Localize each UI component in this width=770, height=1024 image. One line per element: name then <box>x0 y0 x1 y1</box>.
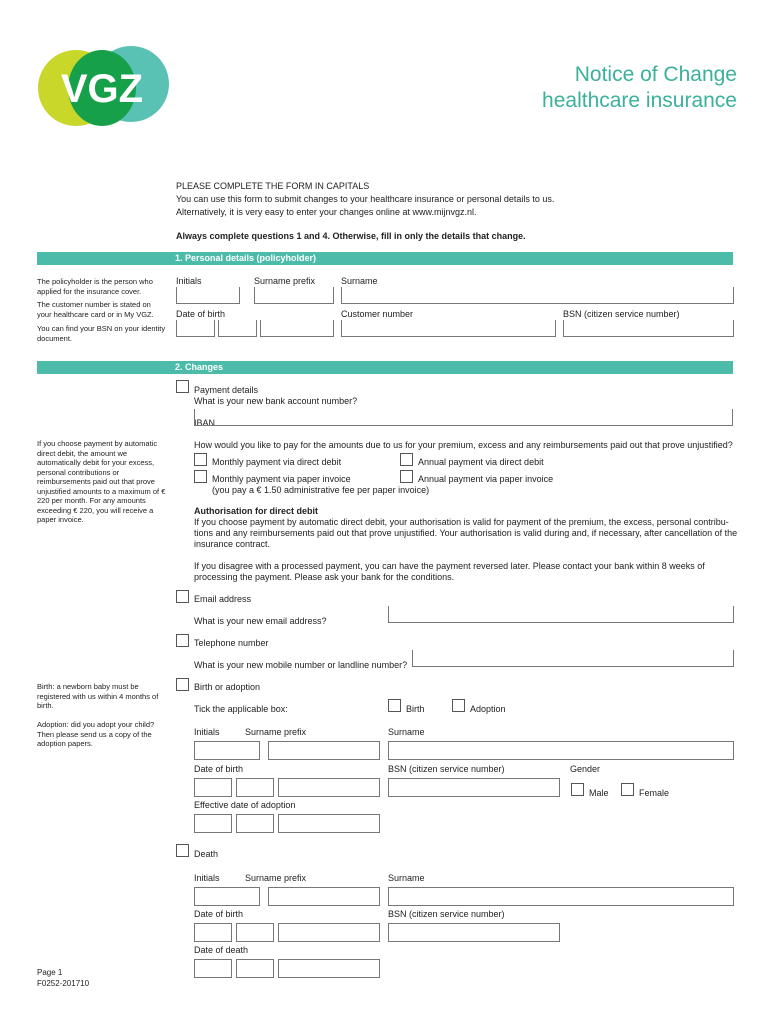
auth-title: Authorisation for direct debit <box>194 506 319 516</box>
death-label: Death <box>194 849 219 859</box>
payment-question: What is your new bank account number? <box>194 396 358 406</box>
disagree-line-1: If you disagree with a processed payment, you can have the payment reversed later. Please contact your bank within 8 weeks of <box>194 561 705 571</box>
phone-field[interactable] <box>412 650 734 667</box>
birth-checkbox[interactable] <box>388 699 401 712</box>
s1-dob-month[interactable] <box>218 320 257 337</box>
s1-initials-label: Initials <box>176 276 202 286</box>
monthly-invoice-checkbox[interactable] <box>194 470 207 483</box>
birth-prefix-label: Surname prefix <box>245 727 307 737</box>
section-1-header <box>37 252 733 265</box>
payment-checkbox[interactable] <box>176 380 189 393</box>
effective-date-label: Effective date of adoption <box>194 800 296 810</box>
female-checkbox[interactable] <box>621 783 634 796</box>
s1-bsn-field[interactable] <box>563 320 734 337</box>
title-line-2: healthcare insurance <box>542 89 737 112</box>
iban-label: IBAN <box>194 418 216 428</box>
intro-line-1: PLEASE COMPLETE THE FORM IN CAPITALS <box>176 181 370 191</box>
s1-customer-field[interactable] <box>341 320 556 337</box>
payment-how: How would you like to pay for the amounts due to us for your premium, excess and any reimbursements paid out that prove unjustified? <box>194 440 733 450</box>
intro-line-3: Alternatively, it is very easy to enter your changes online at www.mijnvgz.nl. <box>176 207 477 217</box>
payment-side-note: If you choose payment by automatic direct debit, the amount we automatically debit for your excess, personal contributions or reimbursements paid out that prove unjustified amounts to a maximum of € 220 per month. For any amounts exceeding € 220, you will receive a paper invoice. <box>37 439 166 524</box>
intro-bold: Always complete questions 1 and 4. Otherwise, fill in only the details that change. <box>176 231 526 241</box>
phone-label: Telephone number <box>194 638 269 648</box>
intro-line-2: You can use this form to submit changes to your healthcare insurance or personal details to us. <box>176 194 555 204</box>
email-checkbox[interactable] <box>176 590 189 603</box>
birth-adoption-label: Birth or adoption <box>194 682 261 692</box>
s1-customer-label: Customer number <box>341 309 414 319</box>
death-initials-field[interactable] <box>194 887 260 906</box>
s1-initials-field[interactable] <box>176 287 240 304</box>
death-surname-label: Surname <box>388 873 425 883</box>
s1-bsn-label: BSN (citizen service number) <box>563 309 680 319</box>
monthly-debit-label: Monthly payment via direct debit <box>212 457 342 467</box>
section-1-title: 1. Personal details (policyholder) <box>175 253 317 263</box>
birth-dob-label: Date of birth <box>194 764 244 774</box>
gender-label: Gender <box>570 764 601 774</box>
birth-dob-day[interactable] <box>194 778 232 797</box>
death-prefix-label: Surname prefix <box>245 873 307 883</box>
s1-dob-day[interactable] <box>176 320 215 337</box>
page-number: Page 1 <box>37 968 63 977</box>
s1-surname-field[interactable] <box>341 287 734 304</box>
form-code: F0252-201710 <box>37 979 90 988</box>
disagree-line-2: processing the payment. Please ask your bank for the conditions. <box>194 572 455 582</box>
effective-month[interactable] <box>236 814 274 833</box>
female-label: Female <box>639 788 670 798</box>
death-prefix-field[interactable] <box>268 887 380 906</box>
logo-text: VGZ <box>60 67 144 111</box>
birth-prefix-field[interactable] <box>268 741 380 760</box>
s1-dob-label: Date of birth <box>176 309 226 319</box>
male-checkbox[interactable] <box>571 783 584 796</box>
adoption-side-note: Adoption: did you adopt your child? Then please send us a copy of the adoption papers. <box>37 720 155 748</box>
adoption-checkbox[interactable] <box>452 699 465 712</box>
phone-checkbox[interactable] <box>176 634 189 647</box>
iban-field[interactable] <box>194 409 733 426</box>
death-dob-month[interactable] <box>236 923 274 942</box>
email-label: Email address <box>194 594 252 604</box>
effective-day[interactable] <box>194 814 232 833</box>
birth-bsn-field[interactable] <box>388 778 560 797</box>
birth-dob-month[interactable] <box>236 778 274 797</box>
page-title <box>542 62 737 114</box>
annual-invoice-checkbox[interactable] <box>400 470 413 483</box>
monthly-debit-checkbox[interactable] <box>194 453 207 466</box>
birth-option-label: Birth <box>406 704 425 714</box>
male-label: Male <box>589 788 609 798</box>
auth-line-3: insurance contract. <box>194 539 271 549</box>
auth-line-1: If you choose payment by automatic direct debit, your authorisation is valid for payment of the premium, the excess, personal contribu- <box>194 517 729 527</box>
birth-adoption-checkbox[interactable] <box>176 678 189 691</box>
annual-debit-label: Annual payment via direct debit <box>418 457 544 467</box>
birth-dob-year[interactable] <box>278 778 380 797</box>
monthly-invoice-label: Monthly payment via paper invoice <box>212 474 351 484</box>
section-2-header <box>37 361 733 374</box>
effective-year[interactable] <box>278 814 380 833</box>
s1-dob-year[interactable] <box>260 320 334 337</box>
death-checkbox[interactable] <box>176 844 189 857</box>
s1-note-policyholder: The policyholder is the person who applied for the insurance cover. <box>37 277 153 296</box>
payment-label: Payment details <box>194 385 259 395</box>
adoption-option-label: Adoption <box>470 704 506 714</box>
vgz-logo <box>36 44 170 128</box>
death-dob-day[interactable] <box>194 923 232 942</box>
title-line-1: Notice of Change <box>574 63 737 86</box>
s1-prefix-label: Surname prefix <box>254 276 316 286</box>
death-dod-year[interactable] <box>278 959 380 978</box>
death-dod-month[interactable] <box>236 959 274 978</box>
death-surname-field[interactable] <box>388 887 734 906</box>
death-bsn-label: BSN (citizen service number) <box>388 909 505 919</box>
death-dod-label: Date of death <box>194 945 249 955</box>
death-dob-label: Date of birth <box>194 909 244 919</box>
birth-initials-field[interactable] <box>194 741 260 760</box>
birth-side-note: Birth: a newborn baby must be registered with us within 4 months of birth. <box>37 682 159 710</box>
email-question: What is your new email address? <box>194 616 327 626</box>
s1-prefix-field[interactable] <box>254 287 334 304</box>
section-2-title: 2. Changes <box>175 362 224 372</box>
s1-note-bsn: You can find your BSN on your identity document. <box>37 324 166 343</box>
death-dod-day[interactable] <box>194 959 232 978</box>
s1-note-customer: The customer number is stated on your healthcare card or in My VGZ. <box>37 300 154 319</box>
birth-surname-field[interactable] <box>388 741 734 760</box>
birth-surname-label: Surname <box>388 727 425 737</box>
annual-debit-checkbox[interactable] <box>400 453 413 466</box>
auth-line-2: tions and any reimbursements paid out that prove unjustified. Your authorisation is valid during and, if necessary, after cancellation of the <box>194 528 738 538</box>
birth-initials-label: Initials <box>194 727 220 737</box>
email-field[interactable] <box>388 606 734 623</box>
phone-question: What is your new mobile number or landline number? <box>194 660 408 670</box>
death-dob-year[interactable] <box>278 923 380 942</box>
annual-invoice-label: Annual payment via paper invoice <box>418 474 554 484</box>
tick-label: Tick the applicable box: <box>194 704 288 714</box>
s1-surname-label: Surname <box>341 276 378 286</box>
death-initials-label: Initials <box>194 873 220 883</box>
invoice-fee-note: (you pay a € 1.50 administrative fee per paper invoice) <box>212 485 430 495</box>
death-bsn-field[interactable] <box>388 923 560 942</box>
birth-bsn-label: BSN (citizen service number) <box>388 764 505 774</box>
